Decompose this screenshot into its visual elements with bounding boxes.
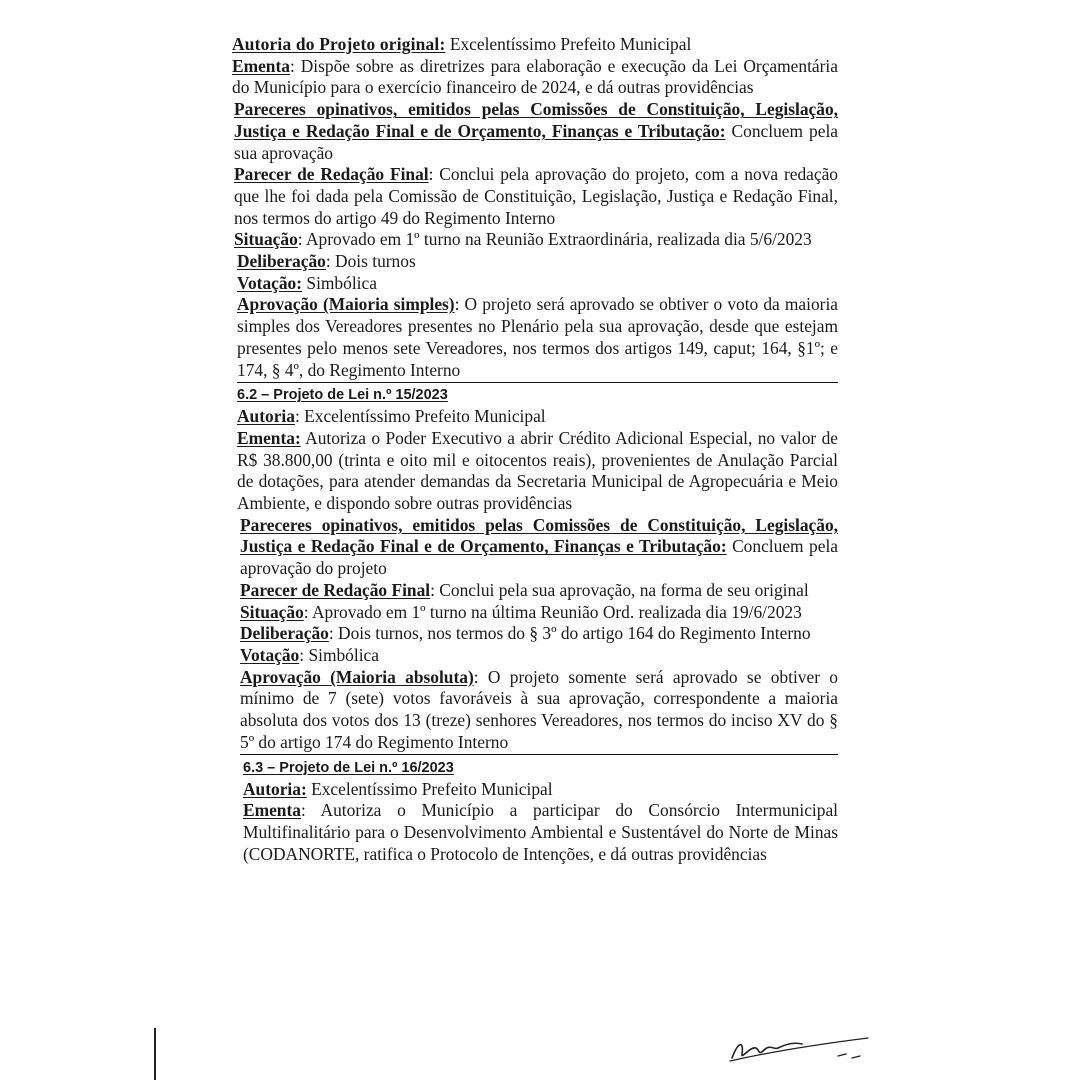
p2-aprovacao-label: Aprovação (Maioria absoluta) (240, 666, 474, 687)
p2-aprovacao-value: : O projeto somente será aprovado se obtiver o mínimo de 7 (sete) votos favoráveis à sua aprovação, correspondente a maioria absoluta dos votos dos 13 (treze) senhores Vereadores, nos termos do inciso XV do § 5º do artigo 174 do Regimento Interno (240, 666, 839, 752)
p2-votacao-label: Votação (240, 644, 300, 665)
p2-autoria (237, 406, 838, 428)
signature-mark (720, 1028, 870, 1068)
p2-ementa-label: Ementa: (237, 427, 301, 448)
p3-ementa-value: : Autoriza o Município a participar do Consórcio Intermunicipal Multifinalitário para o Desenvolvimento Ambiental e Sustentável do Norte de Minas (CODANORTE, ratifica o Protocolo de Intenções, e dá outras providências (243, 800, 838, 864)
p2-votacao (240, 645, 838, 667)
p1-autoria-label: Autoria do Projeto original: (232, 34, 446, 54)
p2-votacao-value: : Simbólica (299, 644, 379, 665)
p3-autoria-label: Autoria: (243, 778, 307, 799)
p2-pareceres-label: Pareceres opinativos, emitidos pelas Comissões de Constituição, Legislação, Justiça e Redação Final e de Orçamento, Finanças e Tributação: (240, 514, 838, 557)
p1-situacao (234, 229, 838, 251)
p1-ementa (232, 56, 838, 99)
p1-redacao-value: : Conclui pela aprovação do projeto, com a nova redação que lhe foi dada pela Comissão de Constituição, Legislação, Justiça e Redação Final, nos termos do artigo 49 do Regimento Interno (234, 164, 838, 228)
p2-redacao-label: Parecer de Redação Final (240, 579, 431, 600)
p3-autoria (243, 779, 838, 801)
p1-aprovacao (237, 294, 838, 381)
p1-pareceres (234, 99, 838, 164)
p2-situacao-value: : Aprovado em 1º turno na última Reunião Ord. realizada dia 19/6/2023 (303, 601, 802, 622)
p2-deliberacao-value: : Dois turnos, nos termos do § 3º do artigo 164 do Regimento Interno (328, 623, 811, 644)
p1-deliberacao-value: : Dois turnos (325, 251, 416, 272)
p1-pareceres-value: Concluem pela sua aprovação (234, 120, 838, 163)
p2-situacao-label: Situação (240, 601, 304, 622)
p2-ementa (237, 428, 838, 515)
p1-redacao (234, 164, 838, 229)
p1-autoria-value: Excelentíssimo Prefeito Municipal (445, 34, 692, 54)
p1-votacao-label: Votação: (237, 272, 303, 293)
margin-line (154, 1028, 156, 1080)
p1-situacao-label: Situação (234, 229, 298, 250)
p2-situacao (240, 602, 838, 624)
p3-ementa-label: Ementa (243, 800, 301, 821)
p1-autoria (232, 34, 838, 56)
p1-deliberacao-label: Deliberação (237, 251, 326, 272)
p3-autoria-value: Excelentíssimo Prefeito Municipal (306, 778, 553, 799)
p2-deliberacao-label: Deliberação (240, 623, 329, 644)
p2-autoria-value: : Excelentíssimo Prefeito Municipal (294, 406, 546, 427)
p2-redacao-value: : Conclui pela sua aprovação, na forma de seu original (430, 579, 809, 600)
p1-pareceres-label: Pareceres opinativos, emitidos pelas Comissões de Constituição, Legislação, Justiça e Redação Final e de Orçamento, Finanças e Tributação: (234, 99, 838, 141)
p3-heading-text: 6.3 – Projeto de Lei n.º 16/2023 (243, 759, 454, 776)
p1-aprovacao-label: Aprovação (Maioria simples) (237, 294, 455, 315)
p2-heading (237, 382, 838, 406)
p1-redacao-label: Parecer de Redação Final (234, 164, 429, 185)
p3-ementa (243, 800, 838, 865)
p1-deliberacao (237, 251, 838, 273)
p2-pareceres-value: Concluem pela aprovação do projeto (240, 536, 838, 579)
p2-deliberacao (240, 623, 838, 645)
p2-aprovacao (240, 667, 838, 755)
document-page (232, 34, 838, 865)
p2-ementa-value: Autoriza o Poder Executivo a abrir Crédito Adicional Especial, no valor de R$ 38.800,00 (trinta e oito mil e oitocentos reais), provenientes de Anulação Parcial de dotações, para atender demandas da Secretaria Municipal de Agropecuária e Meio Ambiente, e dispondo sobre outras providências (237, 427, 838, 514)
p2-pareceres (240, 515, 838, 580)
p2-heading-text: 6.2 – Projeto de Lei n.º 15/2023 (237, 387, 448, 404)
p1-ementa-label: Ementa (232, 55, 290, 76)
p1-votacao (237, 273, 838, 295)
p1-ementa-value: : Dispõe sobre as diretrizes para elaboração e execução da Lei Orçamentária do Município para o exercício financeiro de 2024, e dá outras providências (232, 55, 838, 98)
p3-heading (243, 756, 838, 779)
p1-situacao-value: : Aprovado em 1º turno na Reunião Extraordinária, realizada dia 5/6/2023 (297, 229, 812, 250)
p2-redacao (240, 580, 838, 602)
p1-votacao-value: Simbólica (302, 272, 377, 293)
p1-aprovacao-value: : O projeto será aprovado se obtiver o voto da maioria simples dos Vereadores presentes no Plenário pela sua aprovação, desde que estejam presentes pelo menos sete Vereadores, nos termos dos artigos 149, caput; 164, §1º; e 174, § 4º, do Regimento Interno (237, 294, 838, 380)
p2-autoria-label: Autoria (237, 406, 295, 427)
